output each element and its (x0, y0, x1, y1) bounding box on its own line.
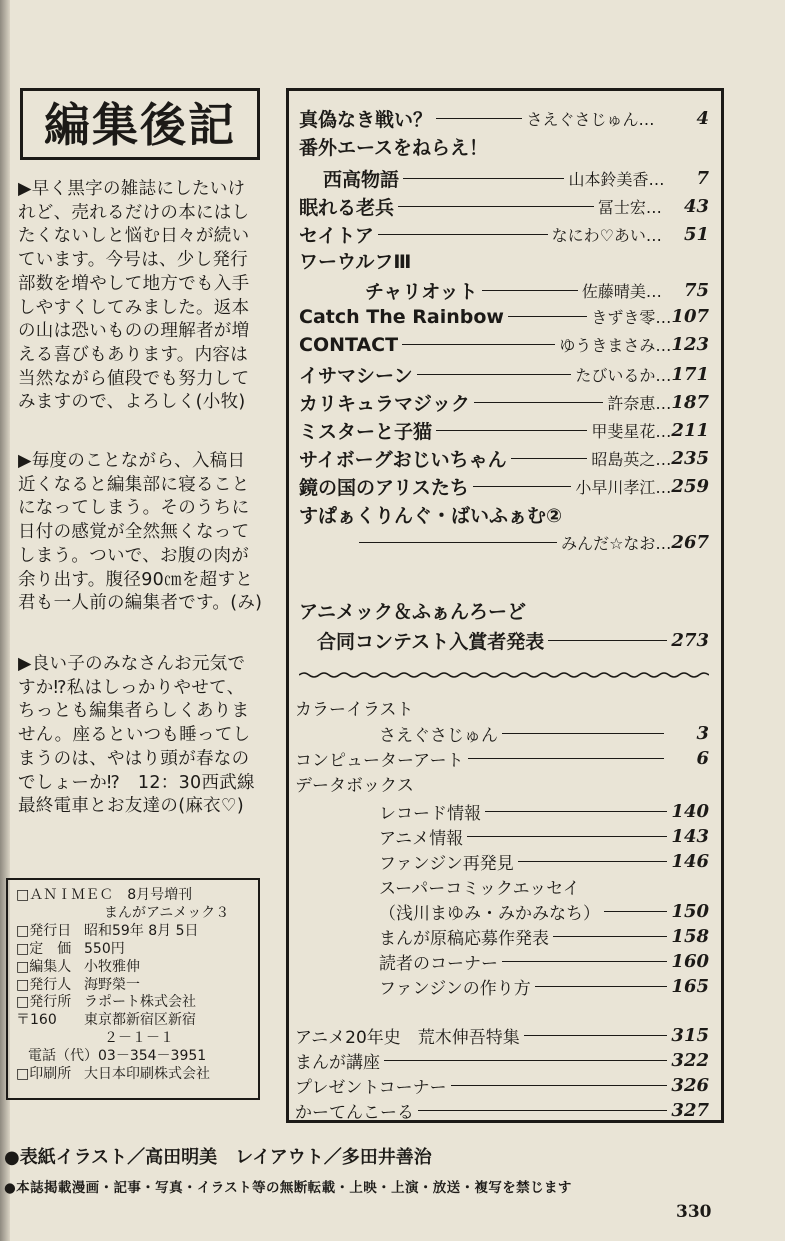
note-line: 最終電車とお友達の(麻衣♡) (18, 796, 245, 817)
toc-title: ワーウルフⅢ (299, 251, 412, 273)
colophon-box (6, 878, 260, 1100)
leader-line (473, 486, 572, 487)
note-line: 日付の感覚が全然無くなって (18, 522, 250, 543)
note-line: れど、売れるだけの本にはし (18, 202, 250, 223)
colophon-row (16, 1012, 258, 1030)
toc-sub-entry (379, 874, 580, 899)
toc-sub-entry (295, 695, 414, 720)
colophon-label: □定 価 (16, 940, 72, 957)
toc-title: ミスターと子猫 (299, 421, 433, 443)
toc-entry (365, 277, 709, 304)
toc-author: 山本鈴美香… (568, 170, 665, 189)
toc-author: たびいるか… (575, 366, 672, 385)
colophon-value: 大日本印刷株式会社 (84, 1066, 210, 1083)
colophon-row (16, 941, 258, 959)
leader-line (502, 961, 667, 962)
note-line: せん。座るといつも睡ってし (18, 725, 251, 746)
toc-misc-entry (295, 1048, 709, 1073)
toc-page: 140 (671, 801, 709, 822)
toc-entry (299, 501, 562, 528)
note-line: ています。今号は、少し発行 (18, 250, 248, 271)
toc-label: レコード情報 (379, 804, 481, 824)
leader-line (524, 1035, 668, 1036)
colophon-label: □編集人 (16, 958, 72, 975)
toc-page: 165 (671, 976, 709, 997)
toc-page: 326 (671, 1075, 709, 1096)
colophon-magazine: □ＡＮＩＭＥＣ 8月号増刊 (16, 887, 193, 903)
toc-label: プレゼントコーナー (295, 1078, 447, 1098)
toc-label: まんが講座 (295, 1053, 380, 1073)
editor-note-komaki (18, 178, 263, 415)
toc-entry (299, 473, 709, 500)
note-line: の山は恐いものの理解者が増 (18, 321, 250, 342)
colophon-value: 550円 (84, 940, 125, 957)
toc-page: 211 (671, 420, 709, 441)
toc-page: 150 (671, 901, 709, 922)
toc-entry (299, 247, 411, 274)
colophon-label: □発行所 (16, 994, 72, 1011)
leader-line (436, 118, 522, 119)
leader-line (451, 1085, 668, 1086)
toc-title: CONTACT (299, 333, 399, 356)
leader-line (535, 986, 668, 987)
editor-note-mi (18, 450, 263, 616)
toc-label: アニメ情報 (379, 829, 464, 849)
leader-line (398, 206, 594, 207)
toc-author: 佐藤晴美… (581, 282, 662, 301)
toc-sub-entry (295, 771, 414, 796)
leader-line (548, 640, 667, 641)
toc-title: 鏡の国のアリスたち (299, 477, 469, 499)
colophon-label: □印刷所 (16, 1066, 72, 1083)
note-line: 部数を増やして地方でも入手 (18, 273, 250, 294)
toc-page: 43 (683, 196, 709, 217)
toc-misc-entry (295, 1023, 709, 1048)
toc-author: 甲斐星花… (591, 422, 672, 441)
leader-line (359, 542, 557, 543)
toc-page: 327 (671, 1100, 709, 1121)
toc-label: かーてんこーる (295, 1103, 414, 1123)
toc-label: カラーイラスト (295, 700, 414, 720)
toc-label: ファンジンの作り方 (379, 979, 531, 999)
colophon-value: ラポート株式会社 (84, 994, 196, 1011)
toc-page: 273 (671, 630, 709, 651)
note-line: しまう。ついで、お腹の肉が (18, 545, 250, 566)
toc-label: さえぐさじゅん (379, 726, 498, 746)
leader-line (502, 733, 664, 734)
leader-line (474, 402, 603, 403)
note-line: ▶良い子のみなさんお元気で (18, 654, 246, 674)
leader-line (468, 758, 665, 759)
leader-line (604, 911, 667, 912)
toc-author: 冨士宏… (597, 198, 662, 217)
leader-line (384, 1060, 667, 1061)
note-line: たくないしと悩む日々が続い (18, 226, 250, 247)
wavy-divider (299, 671, 709, 679)
toc-entry (317, 627, 709, 654)
toc-entry (299, 133, 488, 160)
table-of-contents (286, 88, 724, 1123)
editor-note-mai (18, 653, 263, 819)
toc-author: きずき零… (591, 308, 672, 327)
colophon-label: 〒160 (16, 1012, 57, 1029)
toc-page: 143 (671, 826, 709, 847)
leader-line (553, 936, 667, 937)
toc-page: 315 (671, 1025, 709, 1046)
toc-page: 160 (671, 951, 709, 972)
toc-author: 許奈恵… (607, 394, 672, 413)
toc-entry (299, 361, 709, 388)
toc-label: ファンジン再発見 (379, 854, 514, 874)
contest-line2: 合同コンテスト入賞者発表 (317, 631, 545, 653)
colophon-row (16, 994, 258, 1012)
footer-notice: ●本誌掲載漫画・記事・写真・イラスト等の無断転載・上映・上演・放送・複写を禁じます (4, 1180, 572, 1196)
colophon-value: 東京都新宿区新宿 (84, 1012, 196, 1029)
toc-title: セイトア (299, 225, 374, 247)
toc-label: スーパーコミックエッセイ (379, 879, 580, 899)
note-line: でしょーか⁉ 12：30西武線 (18, 772, 255, 793)
toc-title: Catch The Rainbow (299, 305, 504, 328)
toc-title: 眠れる老兵 (299, 197, 395, 219)
colophon-subtitle-row (16, 905, 258, 923)
leader-line (482, 290, 578, 291)
colophon-label: □発行日 (16, 922, 72, 939)
toc-page: 322 (671, 1050, 709, 1071)
toc-page: 51 (683, 224, 709, 245)
toc-title: 西高物語 (323, 169, 400, 191)
toc-page: 171 (671, 364, 709, 385)
toc-page: 123 (671, 334, 709, 355)
contest-line1: アニメック＆ふぁんろーど (299, 601, 527, 623)
toc-sub-entry (379, 899, 709, 924)
toc-title: 番外エースをねらえ！ (299, 137, 489, 159)
toc-entry (299, 333, 709, 356)
toc-page: 3 (696, 723, 709, 744)
toc-page: 187 (671, 392, 709, 413)
toc-author: 小早川孝江… (575, 478, 672, 497)
colophon-row (16, 977, 258, 995)
toc-entry (299, 105, 709, 132)
toc-entry (299, 221, 709, 248)
note-line: になってしまう。そのうちに (18, 498, 250, 519)
colophon-subtitle: まんがアニメック３ (104, 904, 230, 921)
toc-entry (355, 531, 709, 554)
toc-label: まんが原稿応募作発表 (379, 929, 549, 949)
note-line: ▶毎度のことながら、入稿日 (18, 451, 246, 471)
toc-sub-entry (379, 849, 709, 874)
note-line: ▶早く黒字の雑誌にしたいけ (18, 179, 246, 199)
toc-page: 6 (696, 748, 709, 769)
note-line: みますので、よろしく(小牧) (18, 392, 246, 413)
toc-sub-entry (379, 924, 709, 949)
note-line: しやすくしてみました。返本 (18, 297, 250, 318)
toc-page: 75 (683, 280, 709, 301)
footer-credits: ●表紙イラスト／高田明美 レイアウト／多田井善治 (4, 1147, 432, 1168)
toc-title: すぱぁくりんぐ・ばいふぁむ② (299, 505, 563, 527)
leader-line (417, 374, 572, 375)
colophon-address2: ２－１－１ (104, 1030, 174, 1047)
leader-line (511, 458, 588, 459)
leader-line (467, 836, 667, 837)
leader-line (508, 316, 587, 317)
title-box (20, 88, 260, 160)
toc-page: 267 (671, 532, 709, 553)
note-line: 君も一人前の編集者です。(み) (18, 593, 263, 614)
toc-sub-entry (379, 721, 709, 746)
leader-line (378, 234, 548, 235)
toc-title: カリキュラマジック (299, 393, 471, 415)
toc-page: 259 (671, 476, 709, 497)
toc-entry (299, 305, 709, 328)
toc-label: 読者のコーナー (379, 954, 498, 974)
toc-sub-entry (379, 824, 709, 849)
toc-title: チャリオット (365, 281, 478, 303)
toc-page: 235 (671, 448, 709, 469)
toc-page: 4 (696, 108, 709, 129)
toc-author: みんだ☆なお… (561, 534, 672, 553)
toc-title: サイボーグおじいちゃん (299, 449, 507, 471)
colophon-row (16, 959, 258, 977)
toc-label: アニメ20年史 荒木伸吾特集 (295, 1028, 520, 1048)
leader-line (436, 430, 587, 431)
colophon-value: 昭和59年 8月 5日 (84, 922, 199, 939)
toc-page: 158 (671, 926, 709, 947)
leader-line (418, 1110, 667, 1111)
toc-page: 146 (671, 851, 709, 872)
note-line: 近くなると編集部に寝ること (18, 474, 250, 495)
colophon-label: □発行人 (16, 976, 72, 993)
toc-title: イサマシーン (299, 365, 413, 387)
note-line: ちっとも編集者らしくありま (18, 701, 250, 722)
toc-sub-entry (379, 949, 709, 974)
toc-entry (299, 445, 709, 472)
toc-entry (299, 193, 709, 220)
toc-sub-entry (379, 974, 709, 999)
toc-author: ゆうきまさみ… (559, 336, 672, 355)
toc-label: データボックス (295, 776, 414, 796)
colophon-value: 海野榮一 (84, 976, 140, 993)
leader-line (485, 811, 667, 812)
colophon-value: 小牧雅伸 (84, 958, 140, 975)
toc-sub-entry (379, 799, 709, 824)
toc-author: さえぐさじゅん… (526, 110, 655, 129)
leader-line (403, 178, 564, 179)
colophon-address2-row (16, 1030, 258, 1048)
toc-entry (299, 389, 709, 416)
toc-label: （浅川まゆみ・みかみなち） (379, 904, 600, 924)
colophon-phone: 電話（代）03－354－3951 (28, 1048, 207, 1065)
toc-page: 7 (696, 168, 709, 189)
toc-entry (323, 165, 709, 192)
toc-author: なにわ♡あい… (551, 226, 662, 245)
contest-title (299, 597, 526, 624)
page-number: 330 (676, 1202, 712, 1222)
leader-line (402, 344, 555, 345)
toc-label: コンピューターアート (295, 751, 464, 771)
toc-title: 真偽なき戦い？ (299, 109, 433, 131)
colophon-phone-row (16, 1048, 258, 1066)
leader-line (518, 861, 668, 862)
note-line: すか⁉私はしっかりやせて、 (18, 677, 245, 698)
note-line: える喜びもあります。内容は (18, 344, 248, 365)
toc-misc-entry (295, 1073, 709, 1098)
colophon-row (16, 923, 258, 941)
toc-author: 昭島英之… (591, 450, 672, 469)
note-line: 余り出す。腹径90㎝を超すと (18, 569, 254, 590)
page-title: 編集後記 (44, 98, 236, 152)
toc-entry (299, 417, 709, 444)
toc-misc-entry (295, 1098, 709, 1123)
note-line: 当然ながら値段でも努力して (18, 368, 250, 389)
toc-sub-entry (295, 746, 709, 771)
toc-page: 107 (671, 306, 709, 327)
colophon-printer-row (16, 1066, 258, 1084)
note-line: まうのは、やはり頭が春なの (18, 748, 250, 769)
